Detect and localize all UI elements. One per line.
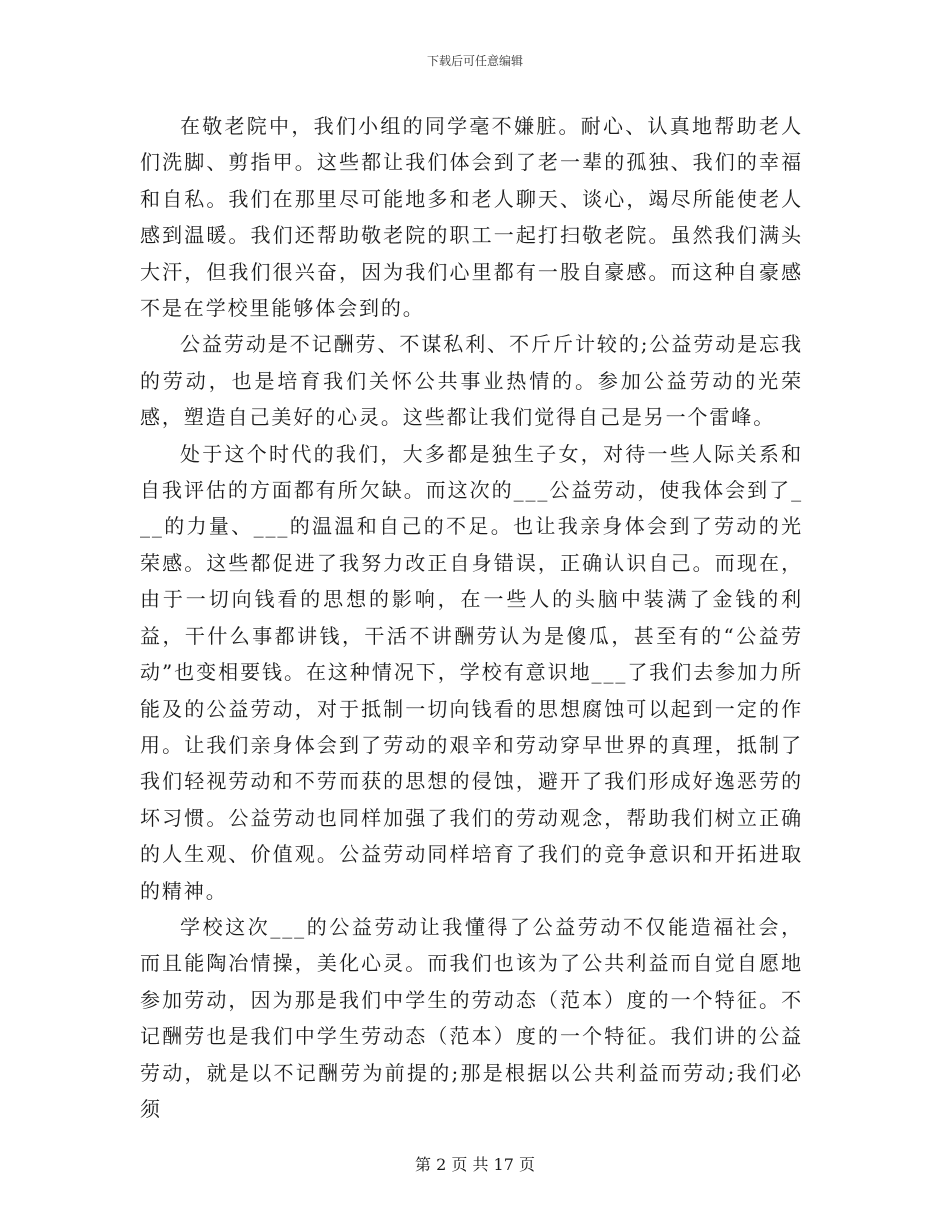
paragraph-3: 处于这个时代的我们，大多都是独生子女，对待一些人际关系和自我评估的方面都有所欠缺。而这次的___公益劳动，使我体会到了___的力量、___的温温和自己的不足。也让我亲身体会到了劳动的光荣感。这些都促进了我努力改正自身错误，正确认识自己。而现在，由于一切向钱看的思想的影响，在一些人的头脑中装满了金钱的利益，干什么事都讲钱，干活不讲酬劳认为是傻瓜，甚至有的“公益劳动”也变相要钱。在这种情况下，学校有意识地___了我们去参加力所能及的公益劳动，对于抵制一切向钱看的思想腐蚀可以起到一定的作用。让我们亲身体会到了劳动的艰辛和劳动穿早世界的真理，抵制了我们轻视劳动和不劳而获的思想的侵蚀，避开了我们形成好逸恶劳的坏习惯。公益劳动也同样加强了我们的劳动观念，帮助我们树立正确的人生观、价值观。公益劳动同样培育了我们的竞争意识和开拓进取的精神。	[140, 441, 803, 903]
paragraph-1: 在敬老院中，我们小组的同学毫不嫌脏。耐心、认真地帮助老人们洗脚、剪指甲。这些都让我们体会到了老一辈的孤独、我们的幸福和自私。我们在那里尽可能地多和老人聊天、谈心，竭尽所能使老人感到温暖。我们还帮助敬老院的职工一起打扫敬老院。虽然我们满头大汗，但我们很兴奋，因为我们心里都有一股自豪感。而这种自豪感不是在学校里能够体会到的。	[140, 114, 803, 321]
paragraph-4: 学校这次___的公益劳动让我懂得了公益劳动不仅能造福社会，而且能陶冶情操，美化心灵。而我们也该为了公共利益而自觉自愿地参加劳动，因为那是我们中学生的劳动态（范本）度的一个特征。不记酬劳也是我们中学生劳动态（范本）度的一个特征。我们讲的公益劳动，就是以不记酬劳为前提的;那是根据以公共利益而劳动;我们必须	[140, 914, 803, 1121]
header-note: 下载后可任意编辑	[426, 54, 523, 68]
document-body	[140, 108, 803, 1127]
page-number: 第 2 页 共 17 页	[415, 1155, 535, 1174]
paragraph-2: 公益劳动是不记酬劳、不谋私利、不斤斤计较的;公益劳动是忘我的劳动，也是培育我们关怀公共事业热情的。参加公益劳动的光荣感，塑造自己美好的心灵。这些都让我们觉得自己是另一个雷峰。	[140, 332, 803, 430]
